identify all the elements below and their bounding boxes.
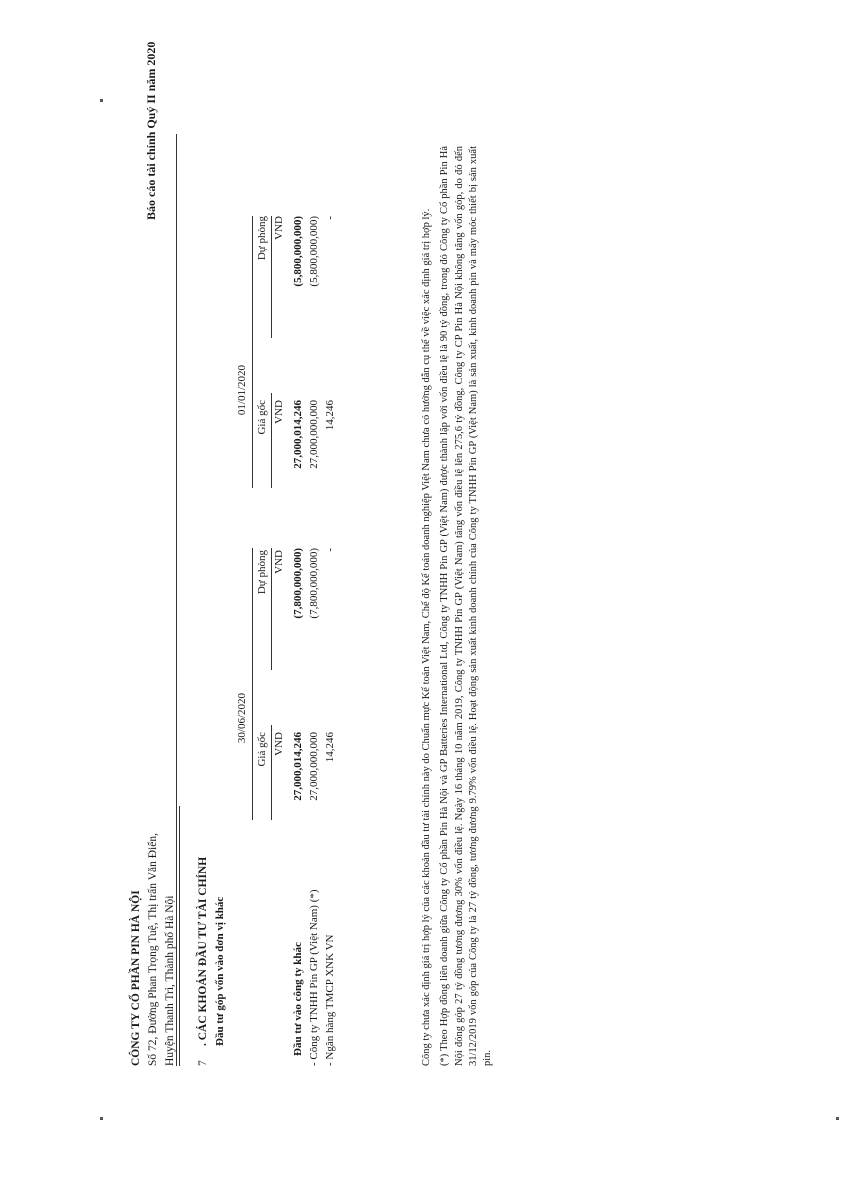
value-cell: 27,000,000,000 — [308, 732, 320, 801]
unit-label: VND — [273, 550, 285, 574]
col-rule — [271, 393, 272, 488]
company-address-line2: Huyện Thanh Trì, Thành phố Hà Nội — [162, 806, 180, 1066]
section-number: 7 — [197, 1060, 209, 1066]
value-cell: (5,800,000,000) — [292, 216, 304, 287]
col-du-phong-1: Dự phòng — [256, 550, 268, 595]
col-gia-goc-1: Giá gốc — [256, 732, 268, 767]
value-cell: 27,000,014,246 — [292, 732, 304, 801]
value-cell: 14,246 — [324, 732, 336, 763]
note-paragraph: Công ty chưa xác định giá trị hợp lý của các khoản đầu tư tài chính này do Chuẩn mực Kế toán Việt Nam, Chế độ Kế toán doanh nghiệp Việt Nam chưa có hướng dẫn cụ thể về việc xác định giá trị hợp lý. — [421, 208, 432, 1066]
col-rule — [271, 548, 272, 670]
row-label: - Công ty TNHH Pin GP (Việt Nam) (*) — [308, 889, 320, 1066]
row-label: Đầu tư vào công ty khác — [292, 942, 304, 1056]
value-cell: (7,800,000,000) — [308, 548, 320, 619]
period1-header: 30/06/2020 — [236, 692, 248, 744]
section-title: . CÁC KHOẢN ĐẦU TƯ TÀI CHÍNH — [197, 856, 209, 1046]
period2-header: 01/01/2020 — [236, 364, 248, 416]
col-du-phong-2: Dự phòng — [256, 216, 268, 261]
header-divider — [176, 134, 177, 1066]
col-rule — [271, 725, 272, 820]
unit-label: VND — [273, 400, 285, 424]
scan-speck — [100, 99, 103, 102]
period2-rule — [252, 216, 253, 488]
scan-speck — [836, 1117, 839, 1120]
note-paragraph: (*) Theo Hợp đồng liên doanh giữa Công ty Cổ phần Pin Hà Nội và GP Batteries International Ltd, Công ty TNHH Pin GP (Việt Nam) được thành lập với vốn điều lệ là 90 tỷ đồng, trong đó Công ty Cổ phần Pin Hà Nội đóng góp 27 tỷ đồng tương đương 30% vốn điều lệ. Ngày 16 tháng 10 năm 2019, Công ty TNHH Pin GP (Việt Nam) tăng vốn điều lệ lên 275,6 tỷ đồng, Công ty CP Pin Hà Nội không tăng vốn góp, do đó đến 31/12/2019 vốn góp của Công ty là 27 tỷ đồng, tương đương 9.79% vốn điều lệ. Hoạt động sản xuất kinh doanh chính của Công ty TNHH Pin GP (Việt Nam) là sản xuất, kinh doanh pin và máy móc thiết bị sản xuất pin. — [439, 146, 494, 1066]
company-header — [128, 806, 180, 1066]
section-subtitle: Đầu tư góp vốn vào đơn vị khác — [214, 896, 226, 1046]
value-cell: 14,246 — [324, 400, 336, 431]
value-cell: 27,000,000,000 — [308, 400, 320, 469]
col-rule — [271, 216, 272, 338]
value-cell: (7,800,000,000) — [292, 548, 304, 619]
report-title: Báo cáo tài chính Quý II năm 2020 — [144, 41, 158, 220]
period1-rule — [252, 548, 253, 820]
value-cell: - — [324, 548, 336, 552]
col-gia-goc-2: Giá gốc — [256, 400, 268, 435]
value-cell: 27,000,014,246 — [292, 400, 304, 469]
unit-label: VND — [273, 216, 285, 240]
scan-speck — [100, 1117, 103, 1120]
row-label: - Ngân hàng TMCP XNK VN — [324, 934, 336, 1066]
section-heading — [197, 857, 209, 1066]
value-cell: - — [324, 216, 336, 220]
value-cell: (5,800,000,000) — [308, 216, 320, 287]
company-address-line1: Số 72, Đường Phan Trọng Tuệ, Thị trấn Văn Điển, — [147, 833, 159, 1066]
company-name: CÔNG TY CỔ PHẦN PIN HÀ NỘI — [130, 890, 142, 1066]
notes-block — [420, 146, 499, 1066]
unit-label: VND — [273, 732, 285, 756]
